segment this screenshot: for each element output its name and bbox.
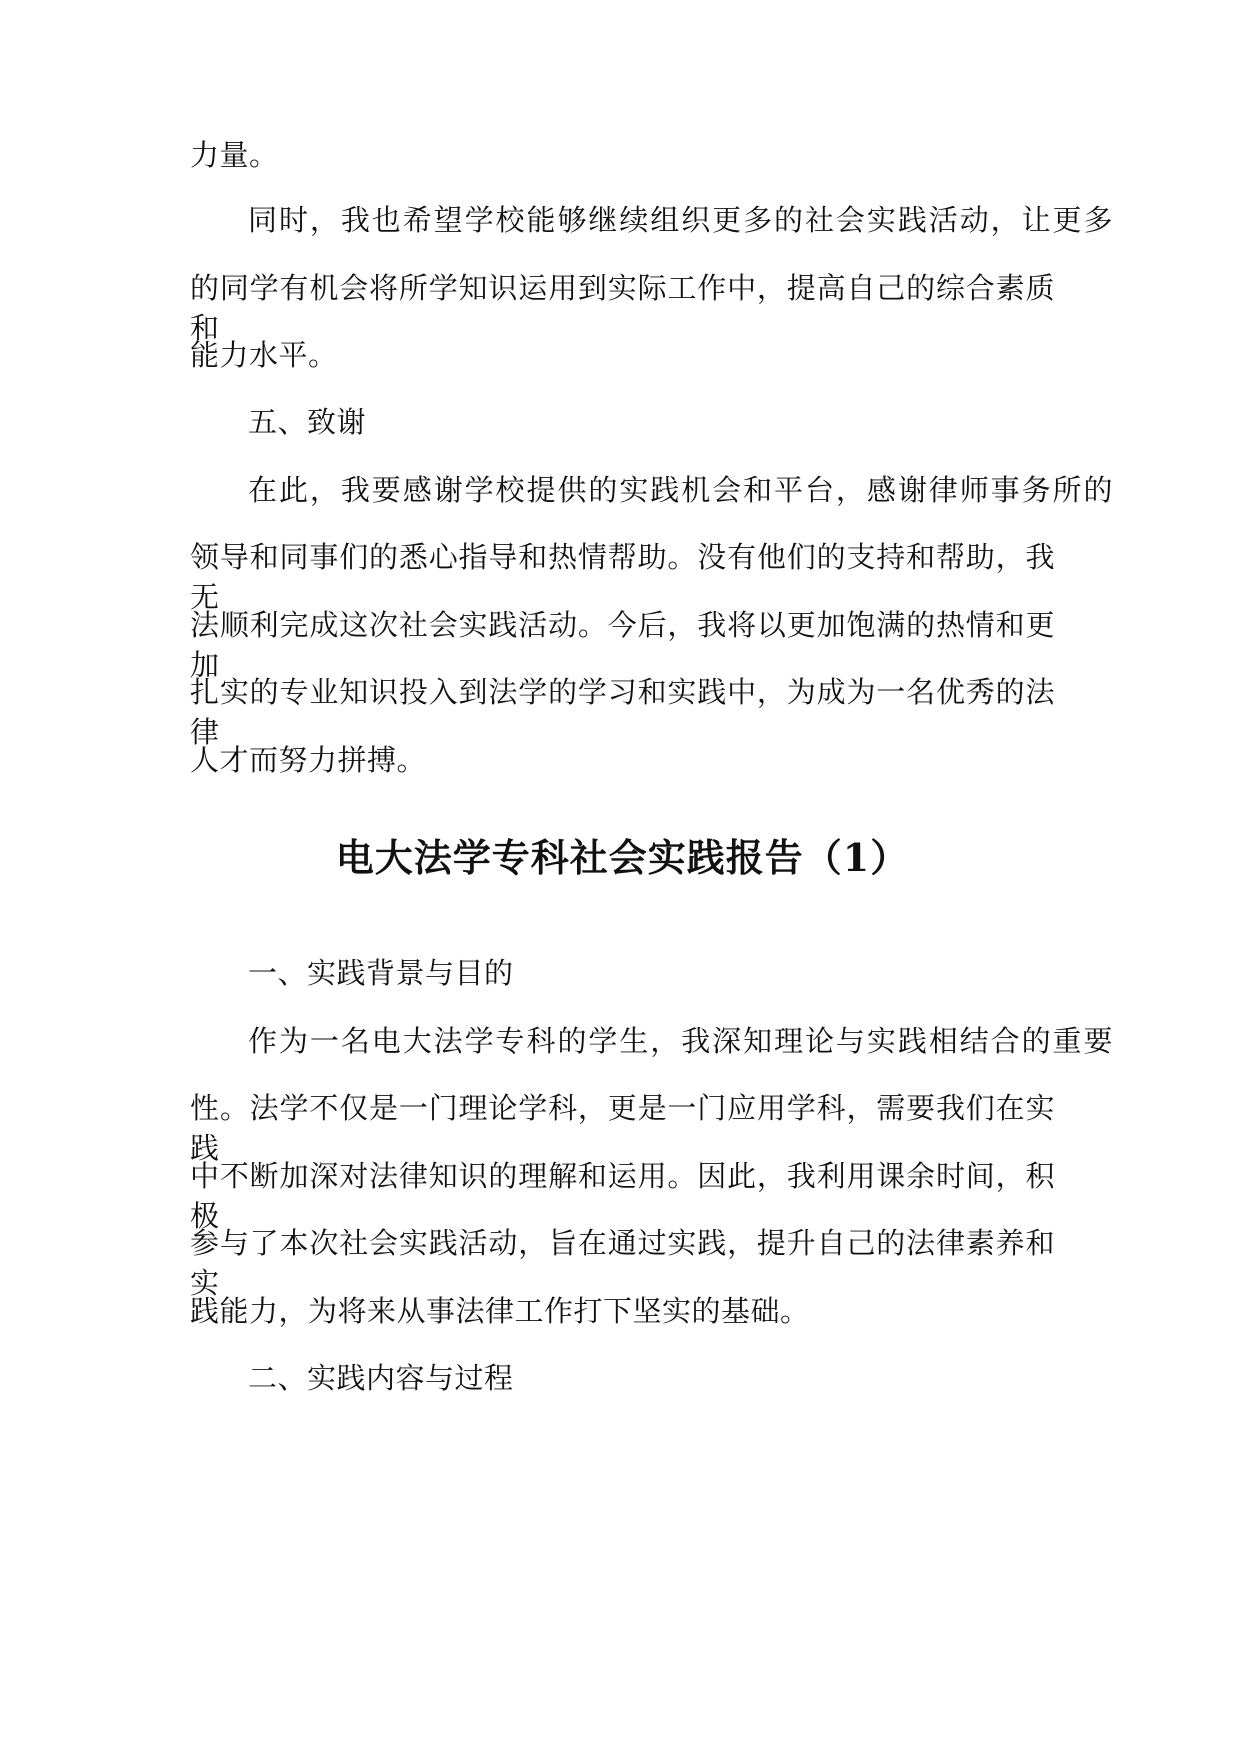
paragraph-line: 人才而努力拼搏。: [190, 743, 427, 777]
paragraph-line: 扎实的专业知识投入到法学的学习和实践中，为成为一名优秀的法律: [190, 675, 1055, 749]
paragraph-line: 法顺利完成这次社会实践活动。今后，我将以更加饱满的热情和更加: [190, 608, 1055, 682]
paragraph-line: 同时，我也希望学校能够继续组织更多的社会实践活动，让更多: [248, 203, 1113, 237]
paragraph-line: 的同学有机会将所学知识运用到实际工作中，提高自己的综合素质和: [190, 271, 1055, 345]
section-heading-content: 二、实践内容与过程: [248, 1361, 514, 1395]
report-title: 电大法学专科社会实践报告（1）: [335, 835, 910, 880]
paragraph-line: 能力水平。: [190, 338, 338, 372]
paragraph-line: 作为一名电大法学专科的学生，我深知理论与实践相结合的重要: [248, 1024, 1113, 1058]
paragraph-line: 领导和同事们的悉心指导和热情帮助。没有他们的支持和帮助，我无: [190, 540, 1055, 614]
paragraph-line: 践能力，为将来从事法律工作打下坚实的基础。: [190, 1294, 810, 1328]
paragraph-line: 性。法学不仅是一门理论学科，更是一门应用学科，需要我们在实践: [190, 1091, 1055, 1165]
section-heading-acknowledgement: 五、致谢: [248, 405, 367, 439]
paragraph-line: 参与了本次社会实践活动，旨在通过实践，提升自己的法律素养和实: [190, 1226, 1055, 1300]
section-heading-background: 一、实践背景与目的: [248, 956, 514, 990]
paragraph-line: 在此，我要感谢学校提供的实践机会和平台，感谢律师事务所的: [248, 473, 1113, 507]
paragraph-line: 中不断加深对法律知识的理解和运用。因此，我利用课余时间，积极: [190, 1159, 1055, 1233]
paragraph-tail: 力量。: [190, 138, 279, 172]
